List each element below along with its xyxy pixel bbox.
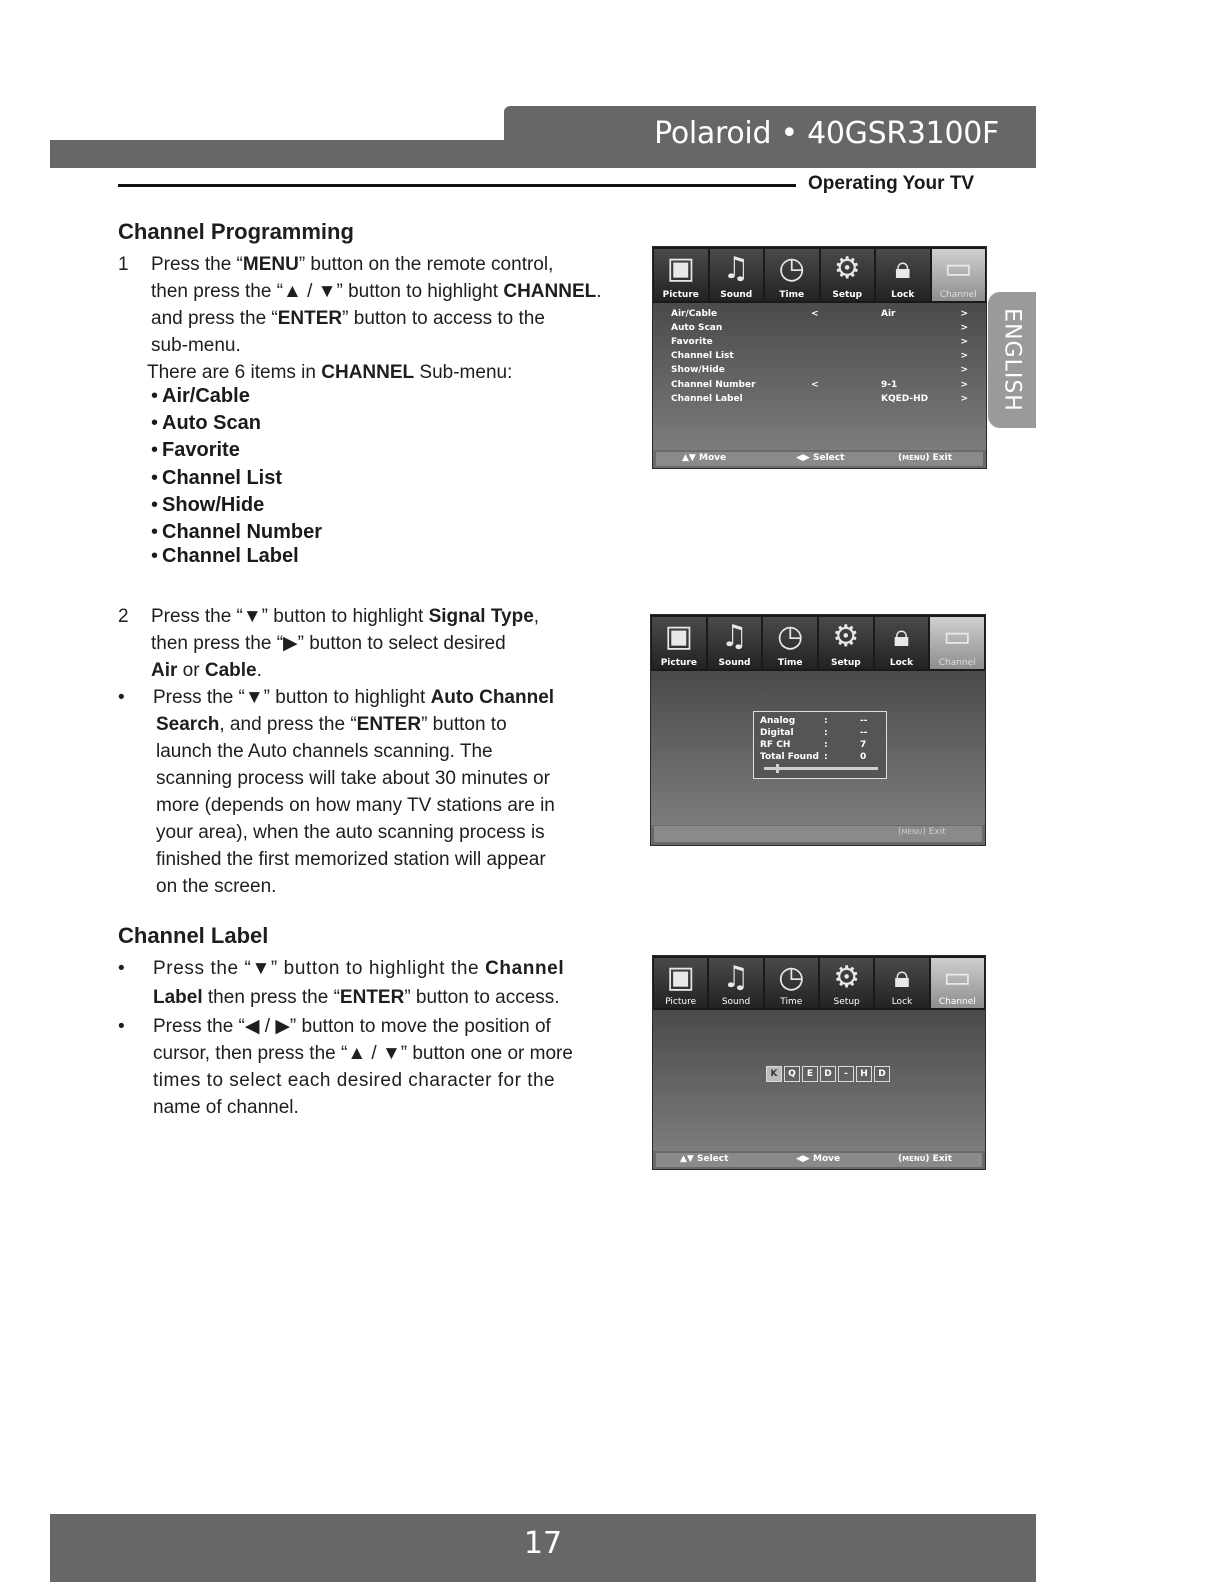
tab-channel: ▭ Channel xyxy=(930,617,984,669)
tab-time: ◷ Time xyxy=(765,958,818,1008)
menu-row: Auto Scan > xyxy=(671,323,968,333)
bullet-mark: • xyxy=(118,687,125,708)
lock-icon: 🔒︎ xyxy=(893,619,910,654)
label-char: - xyxy=(838,1066,854,1082)
list-item: • Air/Cable xyxy=(151,385,250,408)
exit-hint: (MENU) Exit xyxy=(898,1154,953,1164)
step-1-line-1: Press the “MENU” button on the remote control, xyxy=(151,254,554,275)
label-line-2: Label then press the “ENTER” button to access. xyxy=(153,987,560,1008)
gear-icon: ⚙ xyxy=(832,619,860,654)
monitor-icon: ▭ xyxy=(943,619,972,654)
sound-icon: ♫ xyxy=(722,960,750,995)
sound-icon: ♫ xyxy=(721,619,748,654)
label-line-3: Press the “◀ / ▶” button to move the position of xyxy=(153,1016,551,1037)
lock-icon: 🔒︎ xyxy=(893,960,910,995)
select-hint: ▲▼ Select xyxy=(680,1154,729,1164)
clock-icon: ◷ xyxy=(777,619,804,654)
label-line-4: cursor, then press the “▲ / ▼” button one or more xyxy=(153,1043,573,1064)
tab-time: ◷ Time xyxy=(763,617,817,669)
step-1 xyxy=(118,251,618,383)
scan-row: RF CH : 7 xyxy=(760,740,867,750)
page-footer xyxy=(50,1514,1036,1582)
scan-status-box xyxy=(753,711,887,779)
step-1-line-4: sub-menu. xyxy=(151,335,241,356)
step-2-line-3: Air or Cable. xyxy=(151,660,262,681)
step-2 xyxy=(118,603,618,903)
auto-scan-line-5: more (depends on how many TV stations are in xyxy=(156,795,555,816)
exit-hint: (MENU) Exit xyxy=(898,827,946,837)
monitor-icon: ▭ xyxy=(943,960,972,995)
tv-footer xyxy=(656,452,983,466)
tab-sound: ♫ Sound xyxy=(709,958,762,1008)
header-notch xyxy=(50,106,504,140)
list-item: • Favorite xyxy=(151,439,240,462)
scan-row: Total Found : 0 xyxy=(760,752,867,762)
auto-scan-line-6: your area), when the auto scanning process is xyxy=(156,822,545,843)
tv-channel-label-screenshot xyxy=(652,955,986,1170)
scan-progress-knob xyxy=(776,764,779,773)
tv-auto-scan-screenshot xyxy=(650,614,986,846)
step-1-line-2: then press the “▲ / ▼” button to highlight CHANNEL. xyxy=(151,281,602,302)
move-hint: ▲▼ Move xyxy=(682,453,727,463)
step-1-line-5: There are 6 items in CHANNEL Sub-menu: xyxy=(147,362,513,383)
menu-row: Show/Hide > xyxy=(671,365,968,375)
tab-sound: ♫ Sound xyxy=(708,617,762,669)
menu-row: Channel Number < 9-1 > xyxy=(671,380,968,390)
tab-setup: ⚙ Setup xyxy=(819,617,873,669)
label-line-5: times to select each desired character for the xyxy=(153,1070,556,1091)
tab-picture: ▣ Picture xyxy=(654,958,707,1008)
menu-row: Favorite > xyxy=(671,337,968,347)
tv-label-body xyxy=(653,1010,985,1151)
list-item: • Auto Scan xyxy=(151,412,261,435)
page-number: 17 xyxy=(523,1526,563,1561)
tab-sound: ♫ Sound xyxy=(710,249,764,301)
tab-setup: ⚙ Setup xyxy=(820,958,873,1008)
tv-channel-menu-screenshot xyxy=(652,246,987,469)
label-char: Q xyxy=(784,1066,800,1082)
tv-tab-bar xyxy=(653,247,986,303)
clock-icon: ◷ xyxy=(778,960,805,995)
channel-label-editor xyxy=(766,1066,892,1082)
step-2-line-1: Press the “▼” button to highlight Signal Type, xyxy=(151,606,540,627)
select-hint: ◀▶ Select xyxy=(796,453,845,463)
monitor-icon: ▭ xyxy=(944,251,973,286)
heading-channel-programming: Channel Programming xyxy=(118,219,354,244)
menu-row: Air/Cable < Air > xyxy=(671,309,968,319)
camera-icon: ▣ xyxy=(664,619,694,654)
scan-row: Digital : -- xyxy=(760,728,868,738)
clock-icon: ◷ xyxy=(778,251,805,286)
label-char: H xyxy=(856,1066,872,1082)
camera-icon: ▣ xyxy=(666,960,695,995)
tab-channel: ▭ Channel xyxy=(932,249,986,301)
tab-lock: 🔒︎ Lock xyxy=(876,249,930,301)
step-2-line-2: then press the “▶” button to select desired xyxy=(151,633,506,654)
tab-setup: ⚙ Setup xyxy=(821,249,875,301)
tab-channel: ▭ Channel xyxy=(931,958,984,1008)
channel-label-text xyxy=(118,955,618,1125)
tab-time: ◷ Time xyxy=(765,249,819,301)
step-number: 1 xyxy=(118,254,129,275)
tv-tab-bar xyxy=(653,956,985,1010)
sound-icon: ♫ xyxy=(722,251,750,286)
section-rule xyxy=(118,184,796,187)
label-char: E xyxy=(802,1066,818,1082)
label-char: K xyxy=(766,1066,782,1082)
brand-title: Polaroid • 40GSR3100F xyxy=(654,116,999,151)
gear-icon: ⚙ xyxy=(833,960,861,995)
label-char: D xyxy=(820,1066,836,1082)
list-item: • Channel List xyxy=(151,467,282,490)
tab-lock: 🔒︎ Lock xyxy=(875,958,928,1008)
list-item: • Channel Number xyxy=(151,521,322,544)
tab-picture: ▣ Picture xyxy=(652,617,706,669)
label-line-1: Press the “▼” button to highlight the Channel xyxy=(153,958,565,979)
bullet-mark: • xyxy=(118,958,125,979)
menu-row: Channel Label KQED-HD > xyxy=(671,394,968,404)
lock-icon: 🔒︎ xyxy=(894,251,911,286)
tv-menu-body xyxy=(653,303,986,450)
label-char: D xyxy=(874,1066,890,1082)
auto-scan-line-4: scanning process will take about 30 minutes or xyxy=(156,768,550,789)
language-tab xyxy=(988,292,1036,428)
step-1-line-3: and press the “ENTER” button to access to the xyxy=(151,308,545,329)
auto-scan-line-2: Search, and press the “ENTER” button to xyxy=(156,714,507,735)
step-number: 2 xyxy=(118,606,129,627)
exit-hint: (MENU) Exit xyxy=(898,453,953,463)
scan-row: Analog : -- xyxy=(760,716,868,726)
scan-progress-bar xyxy=(764,767,878,770)
tab-picture: ▣ Picture xyxy=(654,249,708,301)
move-hint: ◀▶ Move xyxy=(796,1154,841,1164)
language-label: ENGLISH xyxy=(999,308,1025,412)
list-item: • Channel Label xyxy=(151,545,299,568)
tv-tab-bar xyxy=(651,615,985,671)
tv-footer xyxy=(654,826,982,842)
list-item: • Show/Hide xyxy=(151,494,264,517)
gear-icon: ⚙ xyxy=(833,251,861,286)
menu-row: Channel List > xyxy=(671,351,968,361)
section-title: Operating Your TV xyxy=(808,173,975,194)
auto-scan-line-7: finished the first memorized station will appear xyxy=(156,849,546,870)
auto-scan-line-8: on the screen. xyxy=(156,876,277,897)
label-line-6: name of channel. xyxy=(153,1097,299,1118)
camera-icon: ▣ xyxy=(666,251,695,286)
tv-scan-body xyxy=(651,671,985,825)
tv-footer xyxy=(656,1153,982,1167)
auto-scan-line-3: launch the Auto channels scanning. The xyxy=(156,741,493,762)
bullet-mark: • xyxy=(118,1016,125,1037)
auto-scan-line-1: Press the “▼” button to highlight Auto Channel xyxy=(153,687,555,708)
tab-lock: 🔒︎ Lock xyxy=(875,617,929,669)
heading-channel-label: Channel Label xyxy=(118,923,269,948)
